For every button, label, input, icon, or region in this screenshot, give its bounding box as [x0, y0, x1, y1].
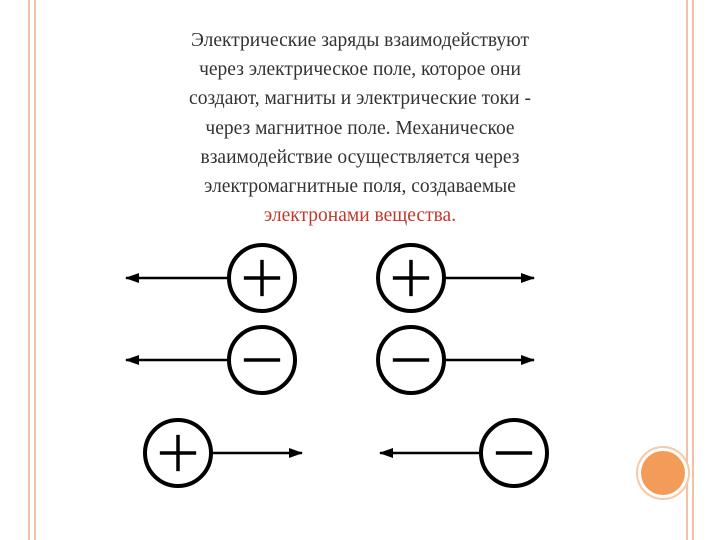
corner-dot-decoration	[641, 451, 685, 495]
paragraph-line: Электрические заряды взаимодействуют	[190, 30, 530, 51]
paragraph-line: через магнитное поле. Механическое	[205, 117, 515, 139]
paragraph-line: электромагнитные поля, создаваемые	[204, 176, 516, 198]
negative-charge-icon	[378, 327, 444, 393]
positive-charge-icon	[229, 245, 295, 311]
negative-charge-icon	[229, 327, 295, 393]
negative-charge-icon	[481, 420, 547, 486]
paragraph-line: через электрическое поле, которое они	[199, 59, 521, 81]
paragraph-line: создают, магниты и электрические токи -	[189, 88, 531, 110]
positive-charge-icon	[145, 420, 211, 486]
paragraph-line: взаимодействие осуществляется через	[200, 146, 520, 168]
paragraph-line-highlighted: электронами вещества.	[263, 205, 457, 227]
positive-charge-icon	[378, 245, 444, 311]
